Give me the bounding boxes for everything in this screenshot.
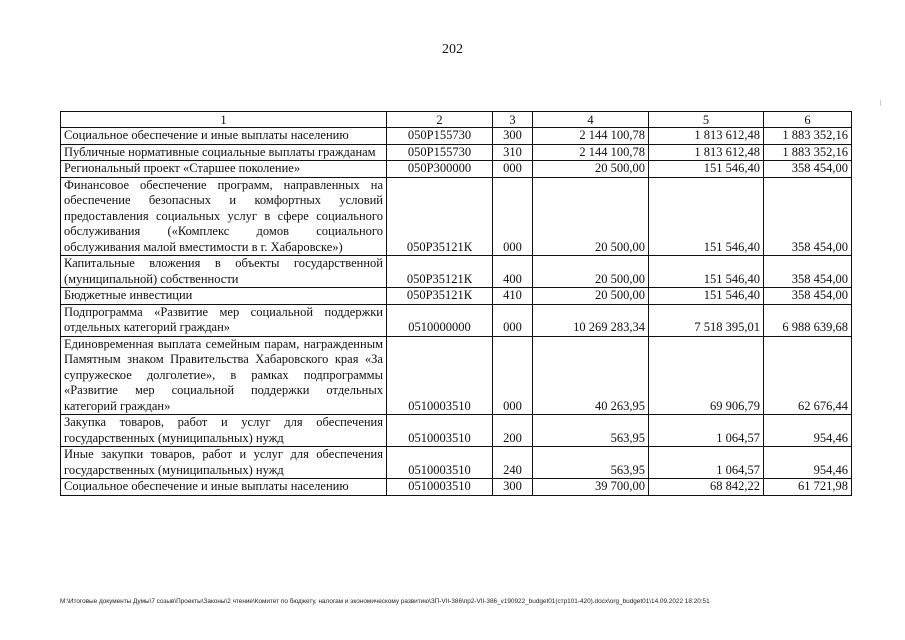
amount-col4-cell: 10 269 283,34	[533, 304, 649, 336]
target-code-cell: 0510003510	[387, 479, 493, 496]
table-row	[61, 256, 852, 288]
footer-file-path: M:\Итоговые документы Думы\7 созыв\Проекты\Законы\2 чтение\Комитет по бюджету, налогам и экономическому развитию\ЗП-VII-386\пр2-VII-386_v190922_budget01(стр101-420).docx\org_budget01\14.09.2022 18:20:51	[60, 598, 710, 605]
amount-col6-cell: 358 454,00	[764, 177, 852, 256]
table-row	[61, 415, 852, 447]
column-header: 4	[533, 112, 649, 128]
table-row	[61, 144, 852, 161]
column-header: 6	[764, 112, 852, 128]
amount-col6-cell: 1 883 352,16	[764, 128, 852, 145]
target-code-cell: 050P35121К	[387, 177, 493, 256]
amount-col6-cell: 61 721,98	[764, 479, 852, 496]
row-name-cell: Социальное обеспечение и иные выплаты населению	[61, 479, 387, 496]
table-row	[61, 177, 852, 256]
expense-type-cell: 300	[493, 479, 533, 496]
row-name-cell: Финансовое обеспечение программ, направленных на обеспечение безопасных и комфортных условий предоставления социальных услуг в сфере социального обслуживания («Комплекс домов социального обслуживания малой вместимости в г. Хабаровске»)	[61, 177, 387, 256]
header-row	[61, 112, 852, 128]
amount-col4-cell: 20 500,00	[533, 177, 649, 256]
amount-col5-cell: 69 906,79	[649, 336, 764, 415]
amount-col6-cell: 358 454,00	[764, 161, 852, 178]
amount-col6-cell: 1 883 352,16	[764, 144, 852, 161]
column-header: 1	[61, 112, 387, 128]
table-row	[61, 304, 852, 336]
amount-col6-cell: 6 988 639,68	[764, 304, 852, 336]
table-row	[61, 336, 852, 415]
scan-edge-mark	[880, 100, 881, 106]
column-header: 3	[493, 112, 533, 128]
column-header: 5	[649, 112, 764, 128]
amount-col4-cell: 20 500,00	[533, 161, 649, 178]
target-code-cell: 050P155730	[387, 128, 493, 145]
amount-col6-cell: 954,46	[764, 415, 852, 447]
amount-col4-cell: 20 500,00	[533, 288, 649, 305]
target-code-cell: 050P300000	[387, 161, 493, 178]
target-code-cell: 0510000000	[387, 304, 493, 336]
row-name-cell: Иные закупки товаров, работ и услуг для обеспечения государственных (муниципальных) нужд	[61, 447, 387, 479]
amount-col6-cell: 358 454,00	[764, 256, 852, 288]
expense-type-cell: 300	[493, 128, 533, 145]
row-name-cell: Региональный проект «Старшее поколение»	[61, 161, 387, 178]
row-name-cell: Социальное обеспечение и иные выплаты населению	[61, 128, 387, 145]
amount-col5-cell: 151 546,40	[649, 177, 764, 256]
expense-type-cell: 000	[493, 177, 533, 256]
target-code-cell: 050P35121К	[387, 288, 493, 305]
column-header: 2	[387, 112, 493, 128]
expense-type-cell: 410	[493, 288, 533, 305]
amount-col4-cell: 563,95	[533, 415, 649, 447]
table-row	[61, 447, 852, 479]
target-code-cell: 0510003510	[387, 415, 493, 447]
target-code-cell: 050P35121К	[387, 256, 493, 288]
amount-col5-cell: 1 813 612,48	[649, 128, 764, 145]
row-name-cell: Единовременная выплата семейным парам, награжденным Памятным знаком Правительства Хабаровского края «За супружеское долголетие», в рамках подпрограммы «Развитие мер социальной поддержки отдельных категорий граждан»	[61, 336, 387, 415]
row-name-cell: Капитальные вложения в объекты государственной (муниципальной) собственности	[61, 256, 387, 288]
expense-type-cell: 000	[493, 336, 533, 415]
row-name-cell: Бюджетные инвестиции	[61, 288, 387, 305]
amount-col4-cell: 2 144 100,78	[533, 128, 649, 145]
budget-table	[60, 111, 852, 496]
amount-col4-cell: 40 263,95	[533, 336, 649, 415]
page-number: 202	[442, 42, 463, 57]
expense-type-cell: 400	[493, 256, 533, 288]
table-row	[61, 479, 852, 496]
amount-col6-cell: 62 676,44	[764, 336, 852, 415]
expense-type-cell: 310	[493, 144, 533, 161]
amount-col4-cell: 2 144 100,78	[533, 144, 649, 161]
amount-col5-cell: 151 546,40	[649, 161, 764, 178]
table-row	[61, 128, 852, 145]
table-row	[61, 161, 852, 178]
expense-type-cell: 000	[493, 304, 533, 336]
target-code-cell: 0510003510	[387, 447, 493, 479]
amount-col5-cell: 7 518 395,01	[649, 304, 764, 336]
target-code-cell: 0510003510	[387, 336, 493, 415]
target-code-cell: 050P155730	[387, 144, 493, 161]
expense-type-cell: 200	[493, 415, 533, 447]
amount-col6-cell: 954,46	[764, 447, 852, 479]
amount-col5-cell: 151 546,40	[649, 288, 764, 305]
amount-col5-cell: 68 842,22	[649, 479, 764, 496]
amount-col5-cell: 1 813 612,48	[649, 144, 764, 161]
amount-col4-cell: 20 500,00	[533, 256, 649, 288]
amount-col5-cell: 151 546,40	[649, 256, 764, 288]
amount-col5-cell: 1 064,57	[649, 415, 764, 447]
amount-col4-cell: 563,95	[533, 447, 649, 479]
amount-col6-cell: 358 454,00	[764, 288, 852, 305]
row-name-cell: Публичные нормативные социальные выплаты гражданам	[61, 144, 387, 161]
expense-type-cell: 000	[493, 161, 533, 178]
row-name-cell: Закупка товаров, работ и услуг для обеспечения государственных (муниципальных) нужд	[61, 415, 387, 447]
row-name-cell: Подпрограмма «Развитие мер социальной поддержки отдельных категорий граждан»	[61, 304, 387, 336]
table-body	[61, 128, 852, 496]
expense-type-cell: 240	[493, 447, 533, 479]
amount-col5-cell: 1 064,57	[649, 447, 764, 479]
amount-col4-cell: 39 700,00	[533, 479, 649, 496]
table-row	[61, 288, 852, 305]
